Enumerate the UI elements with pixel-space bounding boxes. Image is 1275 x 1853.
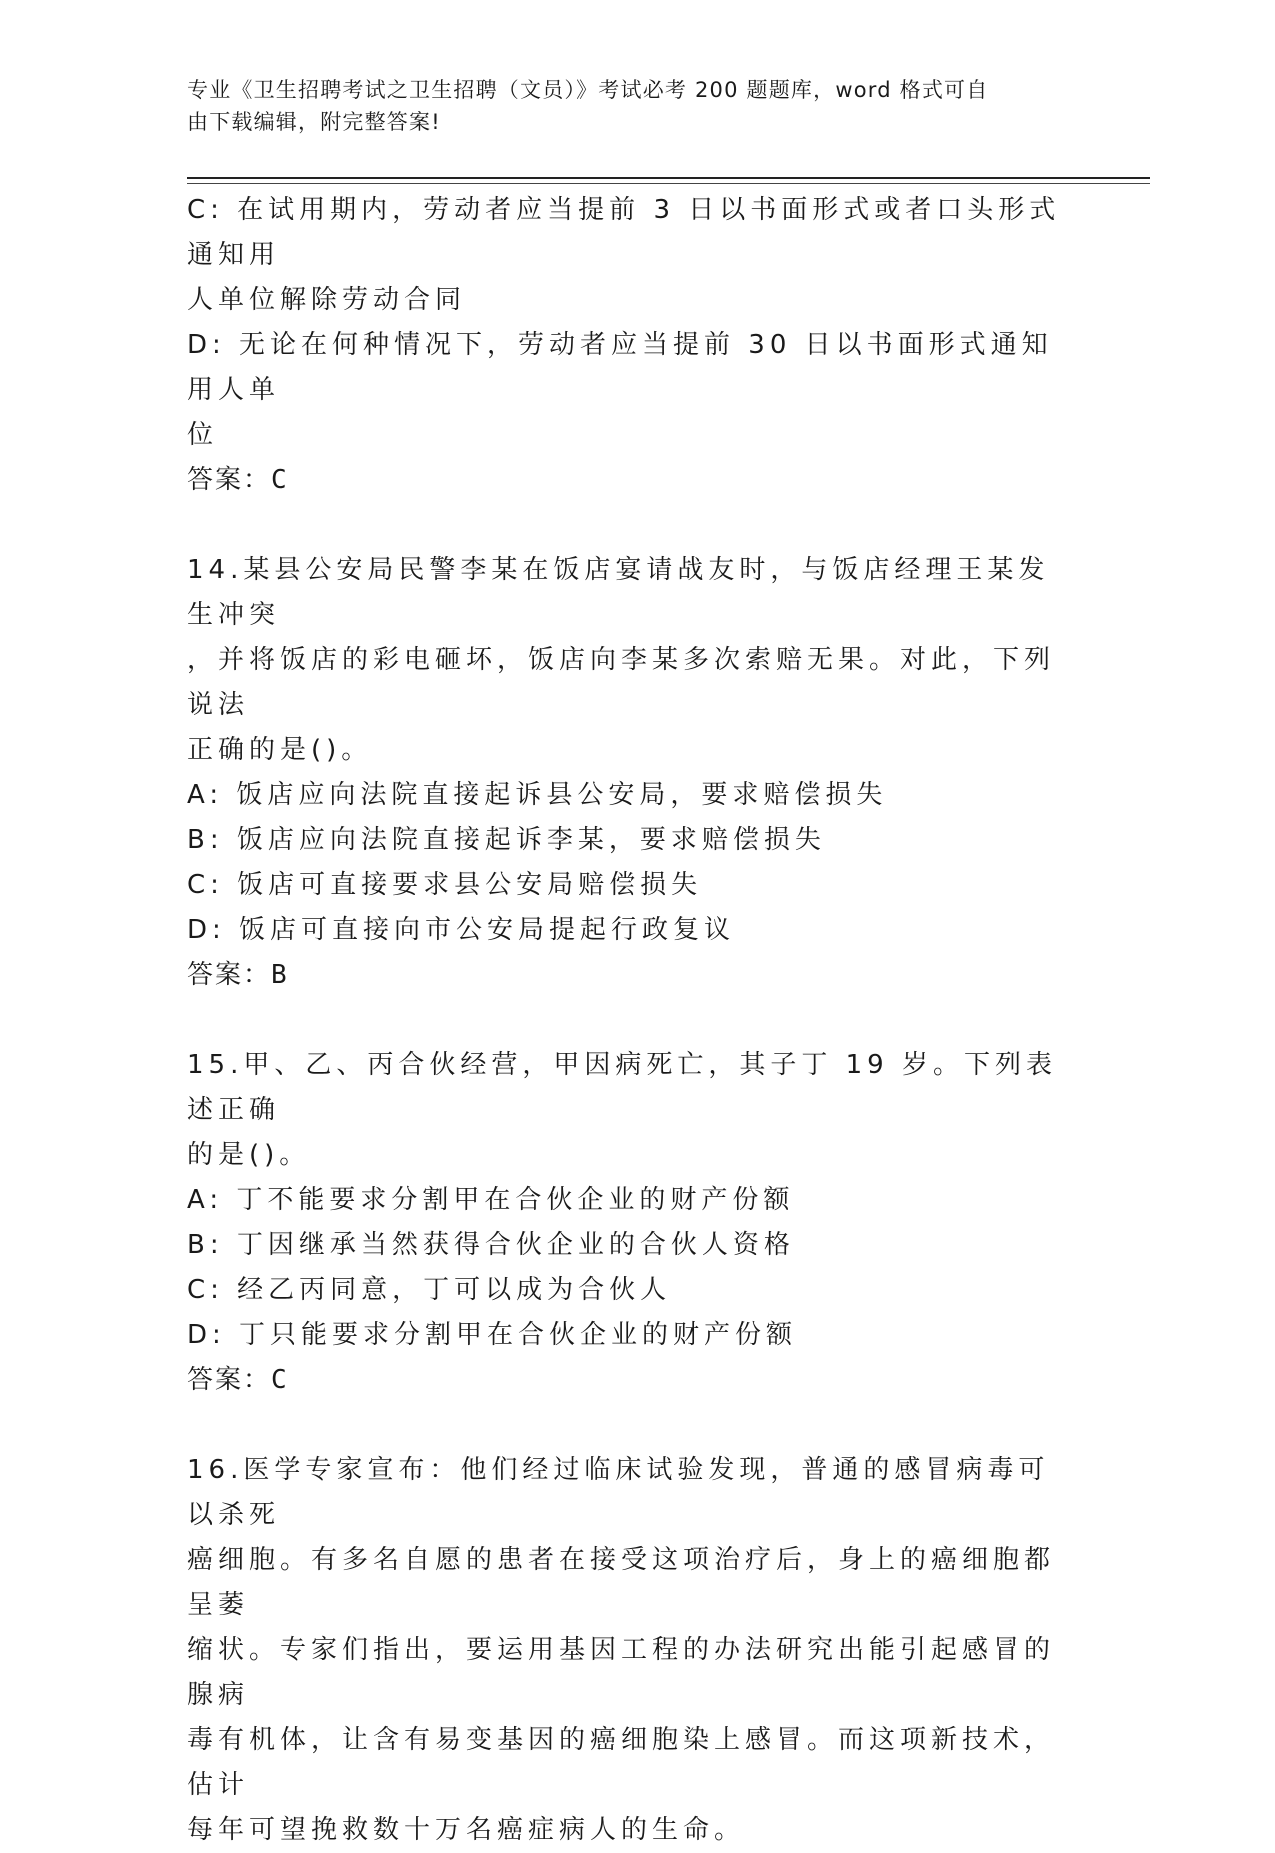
option-a: A: 丁不能要求分割甲在合伙企业的财产份额 — [187, 1185, 795, 1215]
option-c-line-2: 人单位解除劳动合同 — [187, 285, 467, 315]
spacer — [187, 998, 1072, 1043]
option-d-line-2: 位 — [187, 420, 219, 450]
page-header — [187, 74, 1067, 138]
answer-text: 答案：C — [187, 465, 289, 495]
question-stem-line-5: 每年可望挽救数十万名癌症病人的生命。 — [187, 1815, 746, 1845]
question-15 — [187, 1043, 1072, 1403]
answer-text: 答案：C — [187, 1365, 289, 1395]
question-stem-line-2: 的是()。 — [187, 1140, 311, 1170]
question-14 — [187, 548, 1072, 998]
question-stem-line-2: 癌细胞。有多名自愿的患者在接受这项治疗后，身上的癌细胞都呈萎 — [187, 1545, 1056, 1620]
question-stem-line-4: 毒有机体，让含有易变基因的癌细胞染上感冒。而这项新技术，估计 — [187, 1725, 1056, 1800]
option-d-line-1: D: 无论在何种情况下，劳动者应当提前 30 日以书面形式通知用人单 — [187, 330, 1053, 405]
question-stem-line-1: 15.甲、乙、丙合伙经营，甲因病死亡，其子丁 19 岁。下列表述正确 — [187, 1050, 1057, 1125]
question-stem-line-3: 缩状。专家们指出，要运用基因工程的办法研究出能引起感冒的腺病 — [187, 1635, 1056, 1710]
header-title-line-2: 由下载编辑，附完整答案! — [187, 110, 441, 134]
option-b: B: 饭店应向法院直接起诉李某，要求赔偿损失 — [187, 825, 826, 855]
spacer — [187, 1403, 1072, 1448]
answer-text: 答案：B — [187, 960, 289, 990]
document-body — [187, 188, 1072, 1853]
question-stem-line-1: 16.医学专家宣布：他们经过临床试验发现，普通的感冒病毒可以杀死 — [187, 1455, 1050, 1530]
option-a: A: 饭店应向法院直接起诉县公安局，要求赔偿损失 — [187, 780, 888, 810]
option-c: C: 饭店可直接要求县公安局赔偿损失 — [187, 870, 703, 900]
option-d: D: 丁只能要求分割甲在合伙企业的财产份额 — [187, 1320, 798, 1350]
header-divider-thick — [187, 177, 1150, 179]
previous-question-tail — [187, 188, 1072, 503]
question-16 — [187, 1448, 1072, 1853]
option-d: D: 饭店可直接向市公安局提起行政复议 — [187, 915, 736, 945]
header-divider-thin — [187, 183, 1150, 184]
question-stem-line-2: ，并将饭店的彩电砸坏，饭店向李某多次索赔无果。对此，下列说法 — [187, 645, 1056, 720]
option-b: B: 丁因继承当然获得合伙企业的合伙人资格 — [187, 1230, 795, 1260]
header-title-line-1: 专业《卫生招聘考试之卫生招聘（文员）》考试必考 200 题题库，word 格式可自 — [187, 78, 989, 102]
option-c: C: 经乙丙同意，丁可以成为合伙人 — [187, 1275, 672, 1305]
question-stem-line-1: 14.某县公安局民警李某在饭店宴请战友时，与饭店经理王某发生冲突 — [187, 555, 1050, 630]
option-c-line-1: C: 在试用期内，劳动者应当提前 3 日以书面形式或者口头形式通知用 — [187, 195, 1061, 270]
question-stem-line-3: 正确的是()。 — [187, 735, 373, 765]
spacer — [187, 503, 1072, 548]
